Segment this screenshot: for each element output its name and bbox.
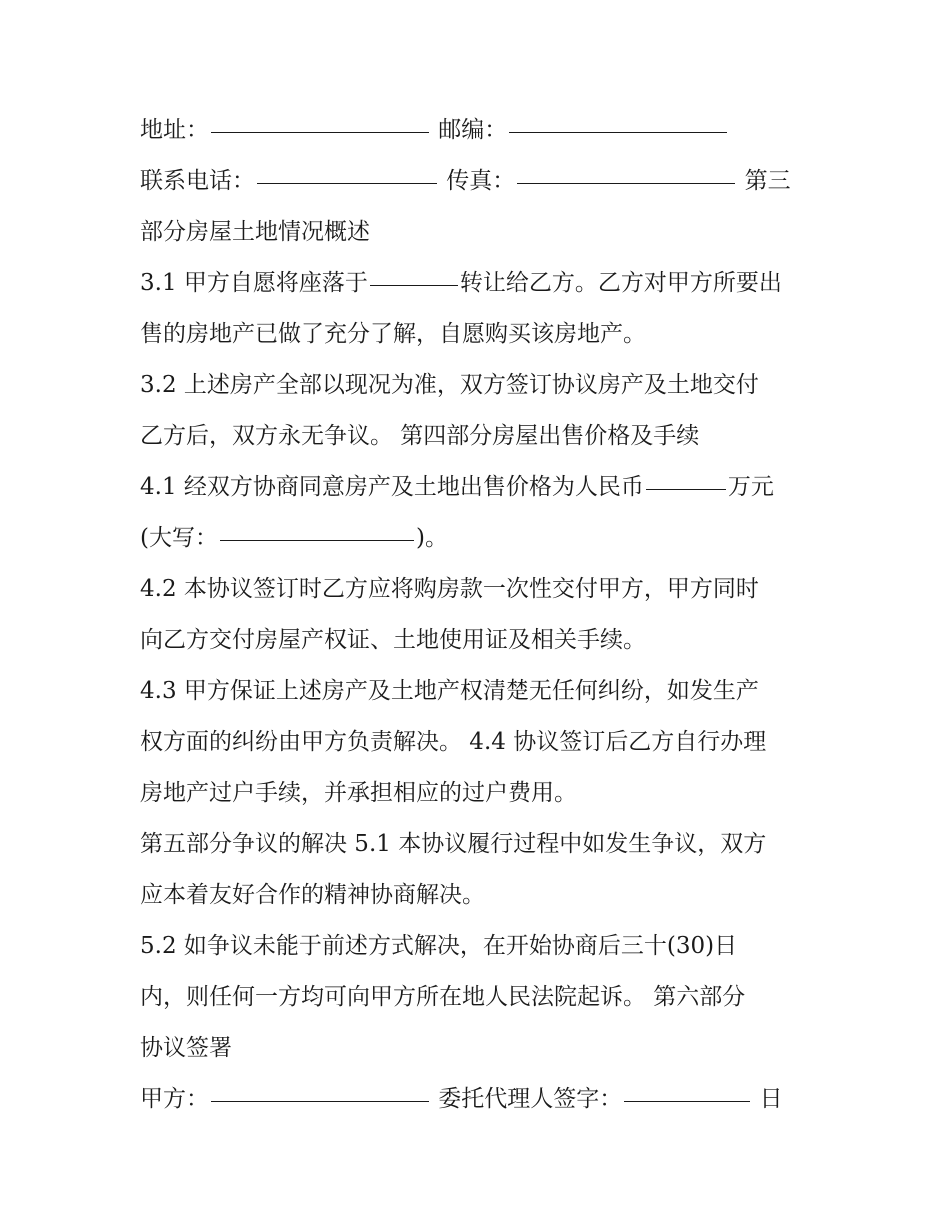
agent-signature-label: 委托代理人签字： xyxy=(431,1086,623,1112)
date-label-start: 日 xyxy=(752,1086,783,1112)
postcode-label: 邮编： xyxy=(431,117,508,143)
clause-4-2-text-a: 4.2 本协议签订时乙方应将购房款一次性交付甲方，甲方同时 xyxy=(140,576,759,602)
clause-4-1-text-a: 4.1 经双方协商同意房产及土地出售价格为人民币 xyxy=(140,474,644,500)
text-line-clause-3-2 xyxy=(140,359,820,411)
text-line-clause-4-3 xyxy=(140,665,820,717)
clause-4-3-text-a: 4.3 甲方保证上述房产及土地产权清楚无任何纠纷，如发生产 xyxy=(140,678,759,704)
text-line-clause-5-2-cont xyxy=(140,971,820,1023)
text-line-clause-3-2-cont xyxy=(140,410,820,462)
text-line-signature xyxy=(140,1073,820,1125)
clause-5-2-text-a: 5.2 如争议未能于前述方式解决，在开始协商后三十(30)日 xyxy=(140,933,738,959)
section-three-start: 第三 xyxy=(737,168,791,194)
clause-4-1-unit: 万元 xyxy=(727,474,774,500)
section-five-text-b: 应本着友好合作的精神协商解决。 xyxy=(140,882,485,908)
agent-signature-blank xyxy=(624,1101,750,1102)
text-line-clause-3-1-cont xyxy=(140,308,820,360)
fax-label: 传真： xyxy=(439,168,516,194)
text-line-clause-4-2-cont xyxy=(140,614,820,666)
price-words-close: )。 xyxy=(415,525,448,551)
price-words-blank xyxy=(220,540,414,541)
text-line-clause-5-2 xyxy=(140,920,820,972)
address-label: 地址： xyxy=(140,117,209,143)
text-line-clause-4-1 xyxy=(140,461,820,513)
phone-blank xyxy=(257,183,437,184)
text-line-clause-4-4-cont xyxy=(140,767,820,819)
text-line-phone xyxy=(140,155,820,207)
text-line-section-five-cont xyxy=(140,869,820,921)
phone-label: 联系电话： xyxy=(140,168,255,194)
text-line-clause-4-3-cont xyxy=(140,716,820,768)
price-words-label: (大写： xyxy=(140,525,218,551)
postcode-blank xyxy=(509,132,727,133)
party-a-blank xyxy=(211,1101,429,1102)
text-line-clause-4-2 xyxy=(140,563,820,615)
clause-4-3-text-b: 权方面的纠纷由甲方负责解决。 4.4 协议签订后乙方自行办理 xyxy=(140,729,767,755)
section-five-text-a: 第五部分争议的解决 5.1 本协议履行过程中如发生争议，双方 xyxy=(140,831,767,857)
clause-5-2-text-b: 内，则任何一方均可向甲方所在地人民法院起诉。 第六部分 xyxy=(140,984,746,1010)
clause-3-1-text-b: 转让给乙方。乙方对甲方所要出 xyxy=(459,270,782,296)
clause-3-1-text-a: 3.1 甲方自愿将座落于 xyxy=(140,270,368,296)
location-blank xyxy=(370,285,458,286)
section-three-title: 部分房屋土地情况概述 xyxy=(140,219,370,245)
party-a-label: 甲方： xyxy=(140,1086,209,1112)
clause-3-1-text-c: 售的房地产已做了充分了解，自愿购买该房地产。 xyxy=(140,321,646,347)
clause-3-2-text-a: 3.2 上述房产全部以现况为准，双方签订协议房产及土地交付 xyxy=(140,372,759,398)
text-line-clause-3-1 xyxy=(140,257,820,309)
text-line-section-five xyxy=(140,818,820,870)
price-blank xyxy=(646,489,726,490)
clause-4-2-text-b: 向乙方交付房屋产权证、土地使用证及相关手续。 xyxy=(140,627,646,653)
section-six-title: 协议签署 xyxy=(140,1035,232,1061)
fax-blank xyxy=(517,183,735,184)
text-line-section-six-title xyxy=(140,1022,820,1074)
text-line-section-three-title xyxy=(140,206,820,258)
text-line-address xyxy=(140,104,820,156)
text-line-clause-4-1-cont xyxy=(140,512,820,564)
address-blank xyxy=(211,132,429,133)
clause-4-4-text-b: 房地产过户手续，并承担相应的过户费用。 xyxy=(140,780,577,806)
clause-3-2-text-b: 乙方后，双方永无争议。 第四部分房屋出售价格及手续 xyxy=(140,423,700,449)
